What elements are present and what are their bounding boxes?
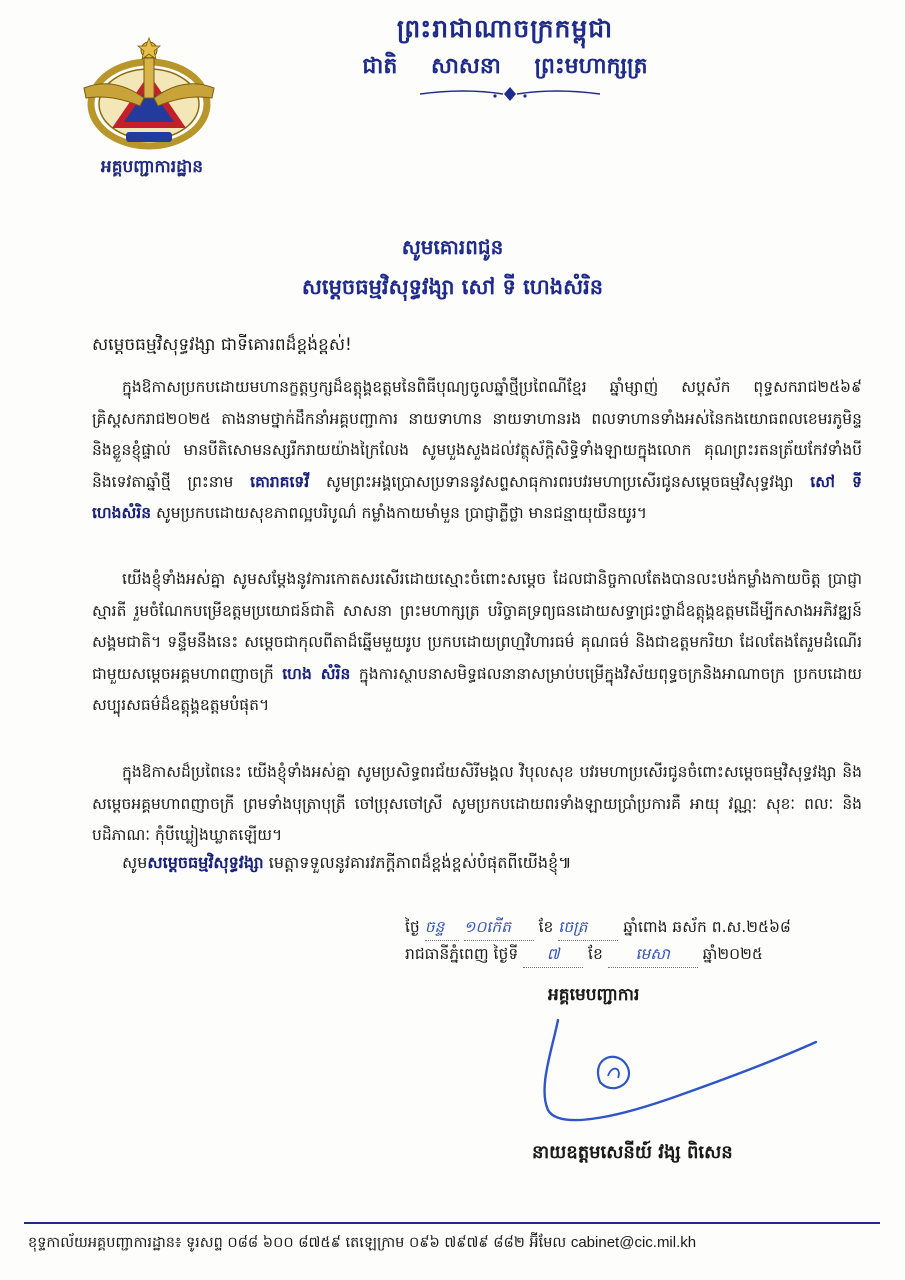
- month-field: [558, 917, 618, 941]
- p1-text-c: សូមប្រកបដោយសុខភាពល្អបរិបូណ៌ កម្លាំងកាយមាំមួន ប្រាជ្ញាភ្លឺថ្លា មានជន្មាយុយឺនយូរ។: [155, 504, 647, 522]
- solar-date-line: [405, 944, 860, 968]
- p2-text-a: យើងខ្ញុំទាំងអស់គ្នា សូមសម្ដែងនូវការកោតសរសើរដោយស្មោះចំពោះសម្ដេច ដែលជានិច្ចកាលតែងបានលះបង់កម្លាំងកាយចិត្ត ប្រាជ្ញាស្មារតី រួមចំណែកបម្រើឧត្តមប្រយោជន៍ជាតិ សាសនា ព្រះមហាក្សត្រ បរិច្ចាគទ្រព្យធនដោយសទ្ធាជ្រះថ្លាដ៏ឧត្តុង្គឧត្តមដើម្បីកសាងអភិវឌ្ឍន៍សង្គមជាតិ។ ទន្ទឹមនឹងនេះ សម្ដេចជាកុលពីតាដ៏ឆ្នើមមួយរូប ប្រកបដោយព្រហ្មវិហារធម៌ គុណធម៌ និងជាឧត្តមករិយា ដែលតែងតែរួមដំណើរជាមួយសម្ដេចអគ្គមហាពញាចក្រី: [92, 570, 862, 683]
- date-month-label: ខែ: [588, 945, 603, 963]
- day-label: ថ្ងៃ: [405, 918, 420, 936]
- paragraph-3: ក្នុងឱកាសដ៏ប្រពៃនេះ យើងខ្ញុំទាំងអស់គ្នា សូមប្រសិទ្ធពរជ័យសិរីមង្គល វិបុលសុខ បវរមហាប្រសើរជូនចំពោះសម្ដេចធម្មវិសុទ្ធវង្សា និងសម្ដេចអគ្គមហាពញាចក្រី ព្រមទាំងបុត្រាបុត្រី ចៅប្រុសចៅស្រី សូមប្រកបដោយពរទាំងឡាយប្រាំប្រការគឺ អាយុ វណ្ណៈ សុខៈ ពលៈ និងបដិភាណៈ កុំបីឃ្លៀងឃ្លាតឡើយ។: [92, 763, 862, 844]
- footer-email-link[interactable]: cabinet@cic.mil.kh: [570, 1234, 697, 1251]
- paragraph-2: [92, 564, 862, 722]
- footer-contact: [28, 1234, 878, 1255]
- date-day-field: [523, 944, 583, 968]
- signatory-name: នាយឧត្តមសេនីយ៍ វង្ស ពិសេន: [532, 1142, 733, 1163]
- closing-text-b: មេត្តាទទួលនូវគារវភក្តីភាពដ៏ខ្ពង់ខ្ពស់បំផុតពីយើងខ្ញុំ៕: [268, 853, 572, 872]
- ornament-divider-icon: [415, 84, 605, 104]
- date-month-field: [608, 944, 698, 968]
- solar-year: ឆ្នាំ២០២៥: [702, 945, 763, 963]
- day-value: ចន្ទ: [424, 918, 445, 936]
- p1-text-b: សូមព្រះអង្គប្រោសប្រទាននូវសព្ទសាធុការពរបវរមហាប្រសើរជូនសម្ដេចធម្មវិសុទ្ធវង្សា: [326, 472, 794, 491]
- day-field: [425, 917, 459, 941]
- lunar-year: ឆ្នាំពោង ឆស័ក ព.ស.២៥៦៨: [623, 918, 791, 936]
- recipient-name: សម្ដេចធម្មវិសុទ្ធវង្សា សៅ ទី ហេងសំរិន: [301, 275, 604, 299]
- salutation: សម្ដេចធម្មវិសុទ្ធវង្សា ជាទីគោរពដ៏ខ្ពង់ខ្ពស់!: [92, 335, 352, 355]
- national-motto: ជាតិ សាសនា ព្រះមហាក្សត្រ: [362, 54, 648, 79]
- closing-line: [122, 852, 571, 876]
- p2-text-b: ក្នុងការស្ថាបនាសមិទ្ធផលនានាសម្រាប់បម្រើក្នុងវិស័យពុទ្ធចក្រនិងអាណាចក្រ ប្រកបដោយសប្បុរសធម៌ដ៏ឧត្តុង្គឧត្តមបំផុត។: [92, 664, 862, 714]
- place-label: រាជធានីភ្នំពេញ ថ្ងៃទី: [405, 945, 519, 963]
- signatory-role: អគ្គមេបញ្ជាការ: [548, 985, 640, 1005]
- lunar-date-line: [405, 917, 860, 941]
- kingdom-title: ព្រះរាជាណាចក្រកម្ពុជា: [396, 14, 614, 43]
- department-name: អគ្គបញ្ជាការដ្ឋាន: [100, 157, 204, 177]
- address-line: សូមគោរពជូន: [401, 235, 504, 259]
- footer-divider: [24, 1222, 880, 1224]
- closing-text-a: សូម: [122, 853, 148, 872]
- spouse-name-inline: ហេង សំរិន: [282, 664, 351, 683]
- p1-text-a: ក្នុងឱកាសប្រកបដោយមហានក្ខត្តឫក្សដ៏ឧត្តុង្គឧត្តមនៃពិធីបុណ្យចូលឆ្នាំថ្មីប្រពៃណីខ្មែរ ឆ្នាំម្សាញ់ សប្តស័ក ពុទ្ធសករាជ២៥៦៩ គ្រិស្តសករាជ២០២៥ តាងនាមថ្នាក់ដឹកនាំអគ្គបញ្ជាការ នាយទាហាន នាយទាហានរង ពលទាហានទាំងអស់នៃកងយោធពលខេមរភូមិន្ទ និងខ្លួនខ្ញុំផ្ទាល់ មានបីតិសោមនស្សរីករាយយ៉ាងក្រៃលែង សូមបួងសួងដល់វត្ថុស័ក្តិសិទ្ធិទាំងឡាយក្នុងលោក គុណព្រះរតនត្រ័យកែវទាំងបី និងទេវតាឆ្នាំថ្មី ព្រះនាម: [92, 378, 862, 491]
- military-emblem-logo: [74, 36, 224, 152]
- month-label: ខែ: [538, 918, 554, 936]
- paragraph-1: [92, 372, 862, 530]
- recipient-name-inline: សៅ ទី ហេងសំរិន: [92, 472, 862, 522]
- handwritten-signature: [508, 1010, 838, 1135]
- moon-value: ១០កើត: [463, 918, 511, 936]
- closing-recipient-name: សម្ដេចធម្មវិសុទ្ធវង្សា: [147, 853, 264, 872]
- date-day-value: ៧: [546, 945, 560, 963]
- moon-field: [464, 917, 534, 941]
- month-value: ចេត្រ: [558, 918, 588, 936]
- date-month-value: មេសា: [635, 945, 670, 963]
- footer-text: ខុទ្ទកាល័យអគ្គបញ្ជាការដ្ឋាន៖ ទូរសព្ទ ០៨៨ ៦០០ ៨៧៥៩ តេឡេក្រាម ០៩៦ ៧៩៧៩ ៨៨២ អ៊ីមែល: [28, 1235, 567, 1251]
- deity-name: គោរាគទេវី: [250, 472, 310, 491]
